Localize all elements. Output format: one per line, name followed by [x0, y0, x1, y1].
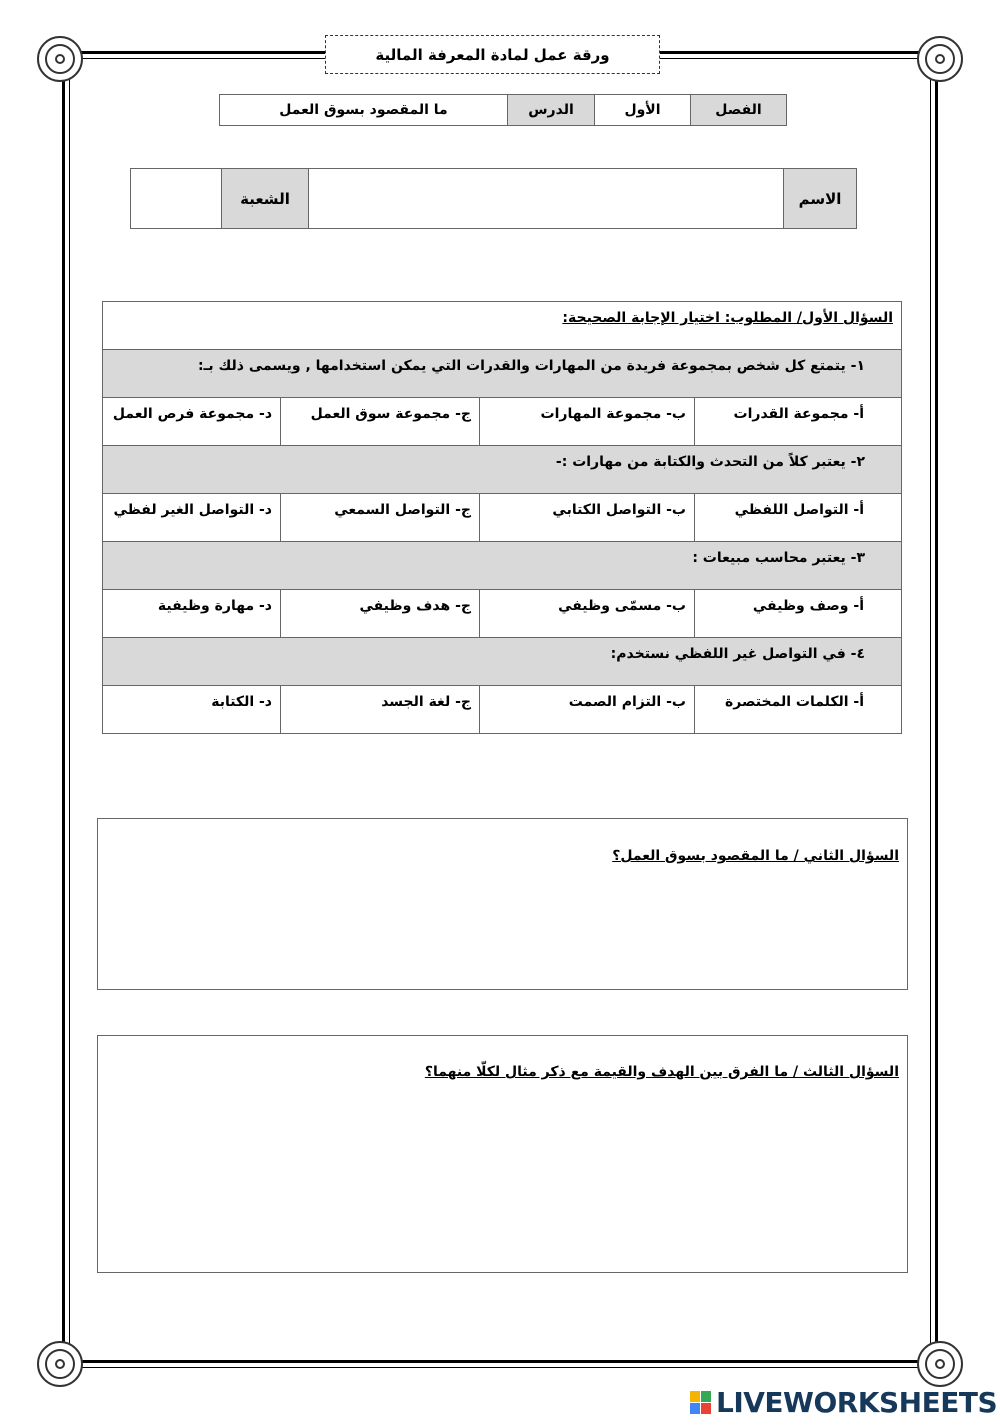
- question3-answer-area[interactable]: [108, 1096, 897, 1262]
- worksheet-title: [325, 35, 660, 74]
- q1-2-option-b[interactable]: ب- التواصل الكتابي: [552, 502, 686, 518]
- corner-ornament-bottom-left: [37, 1341, 83, 1387]
- question1-table: [102, 301, 902, 734]
- frame-left-line: [62, 78, 65, 1348]
- q1-2-option-a[interactable]: أ- التواصل اللفظي: [734, 502, 864, 518]
- name-field[interactable]: [309, 169, 784, 229]
- chapter-value: الأول: [595, 95, 691, 126]
- section-field[interactable]: [131, 169, 222, 229]
- liveworksheets-logo: [690, 1386, 997, 1419]
- q1-1-option-b[interactable]: ب- مجموعة المهارات: [540, 406, 686, 422]
- lesson-info-table: [219, 94, 787, 126]
- frame-bottom-line: [62, 1360, 938, 1363]
- section-label: الشعبة: [222, 169, 309, 229]
- corner-ornament-top-right: [917, 36, 963, 82]
- frame-right-line: [935, 78, 938, 1348]
- q1-3-option-a[interactable]: أ- وصف وظيفي: [752, 598, 864, 614]
- question3-box: [97, 1035, 908, 1273]
- chapter-label: الفصل: [691, 95, 787, 126]
- q1-4-option-c[interactable]: ج- لغة الجسد: [381, 694, 471, 710]
- lesson-value: ما المقصود بسوق العمل: [220, 95, 508, 126]
- frame-left-line-inner: [69, 78, 70, 1348]
- corner-ornament-bottom-right: [917, 1341, 963, 1387]
- question1-heading: السؤال الأول/ المطلوب: اختيار الإجابة الصحيحة:: [562, 310, 893, 326]
- q1-1-option-d[interactable]: د- مجموعة فرص العمل: [112, 406, 272, 422]
- q1-stem-4: ٤- في التواصل غير اللفظي نستخدم:: [610, 646, 865, 662]
- liveworksheets-logo-icon: [690, 1391, 712, 1415]
- worksheet-title-text: ورقة عمل لمادة المعرفة المالية: [375, 45, 610, 64]
- frame-bottom-line-inner: [62, 1367, 938, 1368]
- q1-2-option-d[interactable]: د- التواصل الغير لفظي: [113, 502, 272, 518]
- q1-1-option-c[interactable]: ج- مجموعة سوق العمل: [310, 406, 471, 422]
- q1-stem-2: ٢- يعتبر كلاً من التحدث والكتابة من مهارات :-: [555, 454, 865, 470]
- lesson-label: الدرس: [508, 95, 595, 126]
- question3-heading: السؤال الثالث / ما الفرق بين الهدف والقيمة مع ذكر مثال لكلّا منهما؟: [424, 1064, 899, 1080]
- q1-4-option-a[interactable]: أ- الكلمات المختصرة: [725, 694, 864, 710]
- q1-3-option-b[interactable]: ب- مسمّى وظيفي: [558, 598, 686, 614]
- q1-stem-1: ١- يتمتع كل شخص بمجموعة فريدة من المهارات والقدرات التي يمكن استخدامها , ويسمى ذلك بـ:: [197, 358, 865, 374]
- q1-1-option-a[interactable]: أ- مجموعة القدرات: [733, 406, 864, 422]
- q1-stem-3: ٣- يعتبر محاسب مبيعات :: [692, 550, 865, 566]
- question2-box: [97, 818, 908, 990]
- liveworksheets-logo-text: LIVEWORKSHEETS: [716, 1386, 998, 1419]
- student-info-table: [130, 168, 857, 229]
- q1-3-option-c[interactable]: ج- هدف وظيفي: [359, 598, 471, 614]
- q1-4-option-d[interactable]: د- الكتابة: [211, 694, 272, 710]
- question2-heading: السؤال الثاني / ما المقصود بسوق العمل؟: [612, 848, 899, 864]
- frame-right-line-inner: [930, 78, 931, 1348]
- q1-2-option-c[interactable]: ج- التواصل السمعي: [334, 502, 471, 518]
- q1-3-option-d[interactable]: د- مهارة وظيفية: [157, 598, 272, 614]
- name-label: الاسم: [784, 169, 857, 229]
- question2-answer-area[interactable]: [108, 879, 897, 979]
- corner-ornament-top-left: [37, 36, 83, 82]
- q1-4-option-b[interactable]: ب- التزام الصمت: [568, 694, 686, 710]
